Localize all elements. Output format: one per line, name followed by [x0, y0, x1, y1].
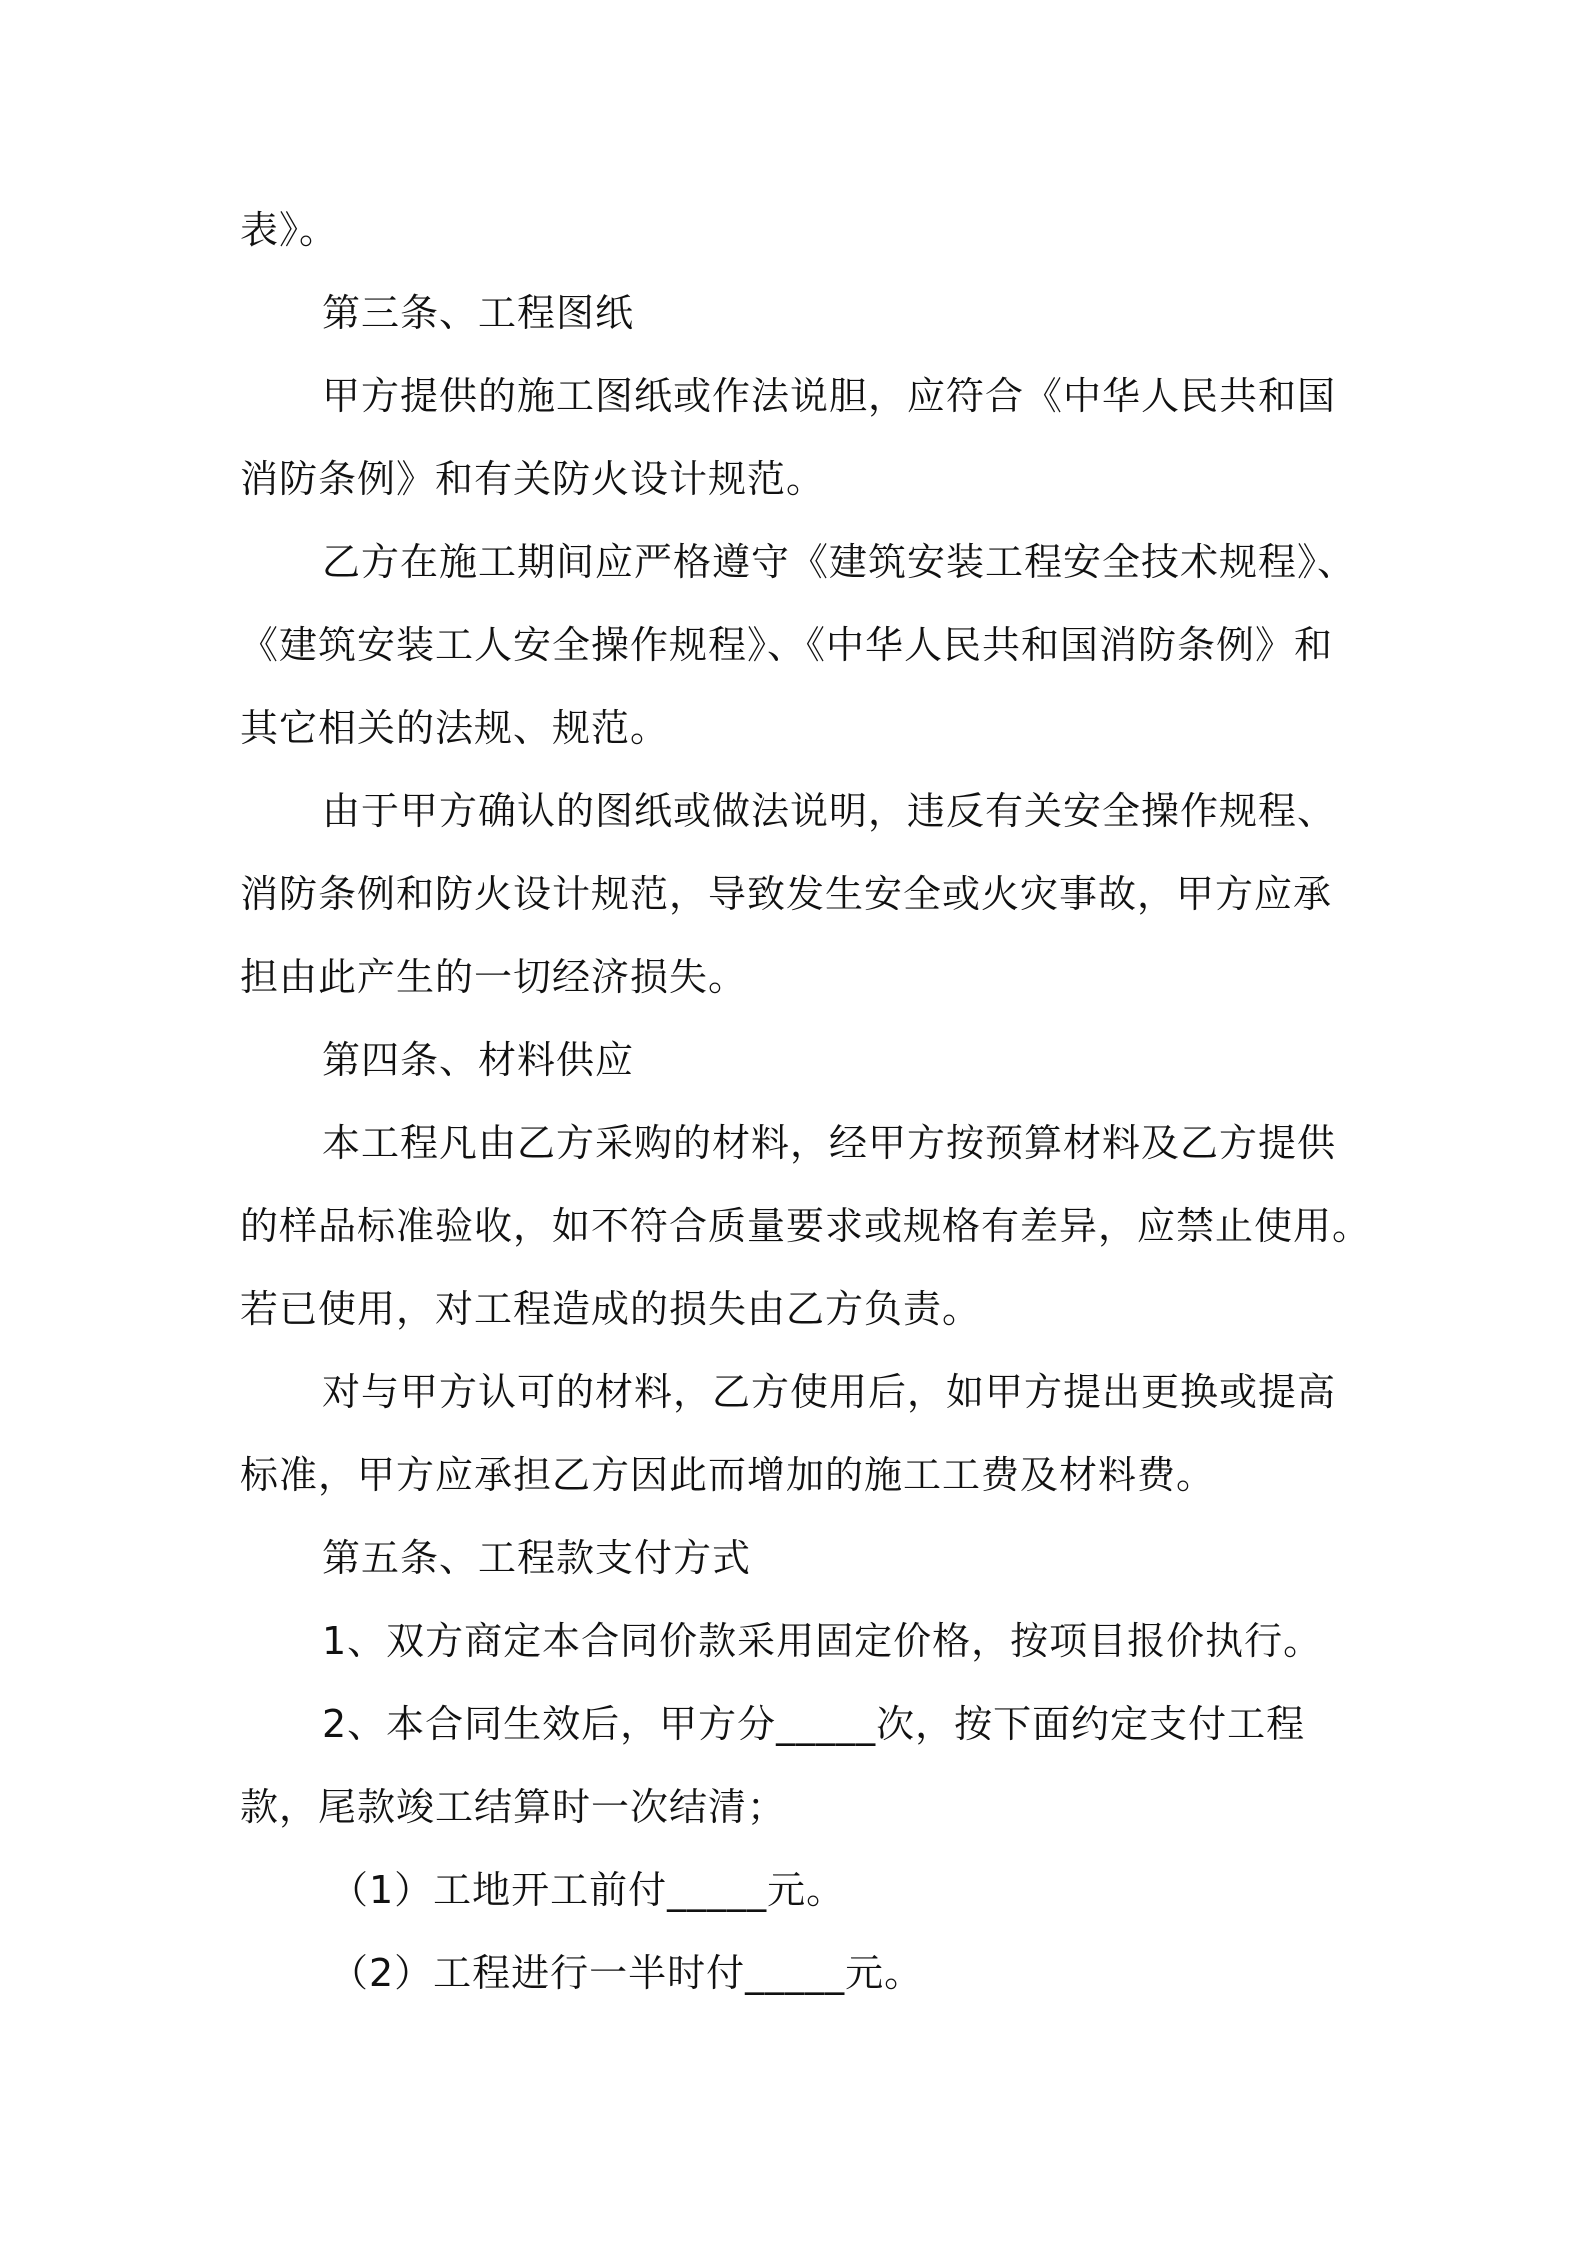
text-line: 若已使用，对工程造成的损失由乙方负责。 — [240, 1287, 982, 1331]
text-line: 1、双方商定本合同价款采用固定价格，按项目报价执行。 — [322, 1619, 1323, 1663]
section-heading: 第五条、工程款支付方式 — [322, 1536, 752, 1580]
text-line: 款，尾款竣工结算时一次结清； — [240, 1785, 787, 1829]
text-line: 其它相关的法规、规范。 — [240, 706, 670, 750]
text-line: 消防条例》和有关防火设计规范。 — [240, 457, 826, 501]
text-line: 《建筑安装工人安全操作规程》、《中华人民共和国消防条例》和 — [240, 623, 1334, 667]
text-line: 2、本合同生效后，甲方分_____次，按下面约定支付工程 — [322, 1702, 1306, 1746]
section-heading: 第三条、工程图纸 — [322, 291, 635, 335]
text-line: 担由此产生的一切经济损失。 — [240, 955, 748, 999]
list-item: （2）工程进行一半时付_____元。 — [330, 1951, 924, 1995]
text-line: 表》。 — [240, 208, 339, 252]
section-heading: 第四条、材料供应 — [322, 1038, 635, 1082]
text-line: 消防条例和防火设计规范，导致发生安全或火灾事故，甲方应承 — [240, 872, 1333, 916]
text-line: 乙方在施工期间应严格遵守《建筑安装工程安全技术规程》、 — [322, 540, 1357, 584]
text-line: 由于甲方确认的图纸或做法说明，违反有关安全操作规程、 — [322, 789, 1337, 833]
text-line: 甲方提供的施工图纸或作法说胆，应符合《中华人民共和国 — [322, 374, 1337, 418]
list-item: （1）工地开工前付_____元。 — [330, 1868, 846, 1912]
text-line: 标准，甲方应承担乙方因此而增加的施工工费及材料费。 — [240, 1453, 1216, 1497]
text-line: 对与甲方认可的材料，乙方使用后，如甲方提出更换或提高 — [322, 1370, 1337, 1414]
text-line: 本工程凡由乙方采购的材料，经甲方按预算材料及乙方提供 — [322, 1121, 1337, 1165]
text-line: 的样品标准验收，如不符合质量要求或规格有差异，应禁止使用。 — [240, 1204, 1372, 1248]
